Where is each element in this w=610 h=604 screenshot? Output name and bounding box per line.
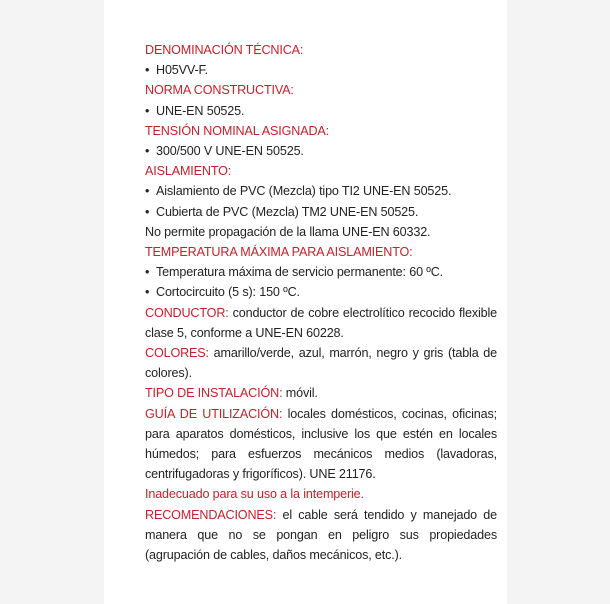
paragraph-recomendaciones (145, 505, 497, 566)
heading-temperatura: TEMPERATURA MÁXIMA PARA AISLAMIENTO: (145, 245, 413, 260)
heading-tension: TENSIÓN NOMINAL ASIGNADA: (145, 123, 330, 138)
bullet-dot: • (145, 184, 150, 199)
heading-aislamiento: AISLAMIENTO: (145, 164, 232, 179)
bullet-dot: • (145, 103, 150, 118)
bullet-text: Cortocircuito (5 s): 150 ºC. (156, 285, 300, 300)
bullet-temperatura-2 (145, 282, 497, 302)
heading-norma: NORMA CONSTRUCTIVA: (145, 83, 294, 98)
bullet-dot: • (145, 204, 150, 219)
bullet-denominacion-1 (145, 60, 497, 80)
heading-conductor: CONDUCTOR: (145, 305, 229, 320)
text-instalacion: móvil. (282, 386, 318, 401)
bullet-tension-1 (145, 141, 497, 161)
warning-inadecuado: Inadecuado para su uso a la intemperie. (145, 487, 364, 502)
bullet-text: 300/500 V UNE-EN 50525. (156, 144, 304, 159)
text-guia: locales domésticos, cocinas, oficinas; para aparatos domésticos, inclusive los que estén en locales húmedos; para esfuerzos mecánicos medios (lavadoras, centrifugadoras y frigoríficos). UNE 21176. (145, 406, 497, 482)
paragraph-instalacion (145, 383, 497, 403)
bullet-temperatura-1 (145, 262, 497, 282)
bullet-dot: • (145, 144, 150, 159)
text-colores: amarillo/verde, azul, marrón, negro y gris (tabla de colores). (145, 346, 497, 381)
paragraph-conductor (145, 303, 497, 343)
bullet-text: Cubierta de PVC (Mezcla) TM2 UNE-EN 50525. (156, 204, 419, 219)
heading-recomendaciones: RECOMENDACIONES: (145, 507, 277, 522)
bullet-aislamiento-1 (145, 181, 497, 201)
spec-sheet (145, 40, 497, 565)
note-aislamiento: No permite propagación de la llama UNE-EN 60332. (145, 224, 431, 239)
bullet-dot: • (145, 265, 150, 280)
bullet-text: Aislamiento de PVC (Mezcla) tipo TI2 UNE-EN 50525. (156, 184, 452, 199)
bullet-text: Temperatura máxima de servicio permanente: 60 ºC. (156, 265, 444, 280)
paragraph-colores (145, 343, 497, 383)
heading-colores: COLORES: (145, 346, 209, 361)
paragraph-guia (145, 404, 497, 485)
heading-denominacion: DENOMINACIÓN TÉCNICA: (145, 43, 304, 57)
bullet-dot: • (145, 285, 150, 300)
bullet-dot: • (145, 63, 150, 78)
text-conductor: conductor de cobre electrolítico recocido flexible clase 5, conforme a UNE-EN 60228. (145, 305, 497, 340)
text-recomendaciones: el cable será tendido y manejado de manera que no se pongan en peligro sus propiedades (agrupación de cables, daños mecánicos, etc.). (145, 507, 497, 563)
bullet-text: H05VV-F. (156, 63, 208, 78)
heading-instalacion: TIPO DE INSTALACIÓN: (145, 386, 283, 401)
bullet-text: UNE-EN 50525. (156, 103, 245, 118)
bullet-norma-1 (145, 101, 497, 121)
bullet-aislamiento-2 (145, 202, 497, 222)
heading-guia: GUÍA DE UTILIZACIÓN: (145, 406, 283, 421)
